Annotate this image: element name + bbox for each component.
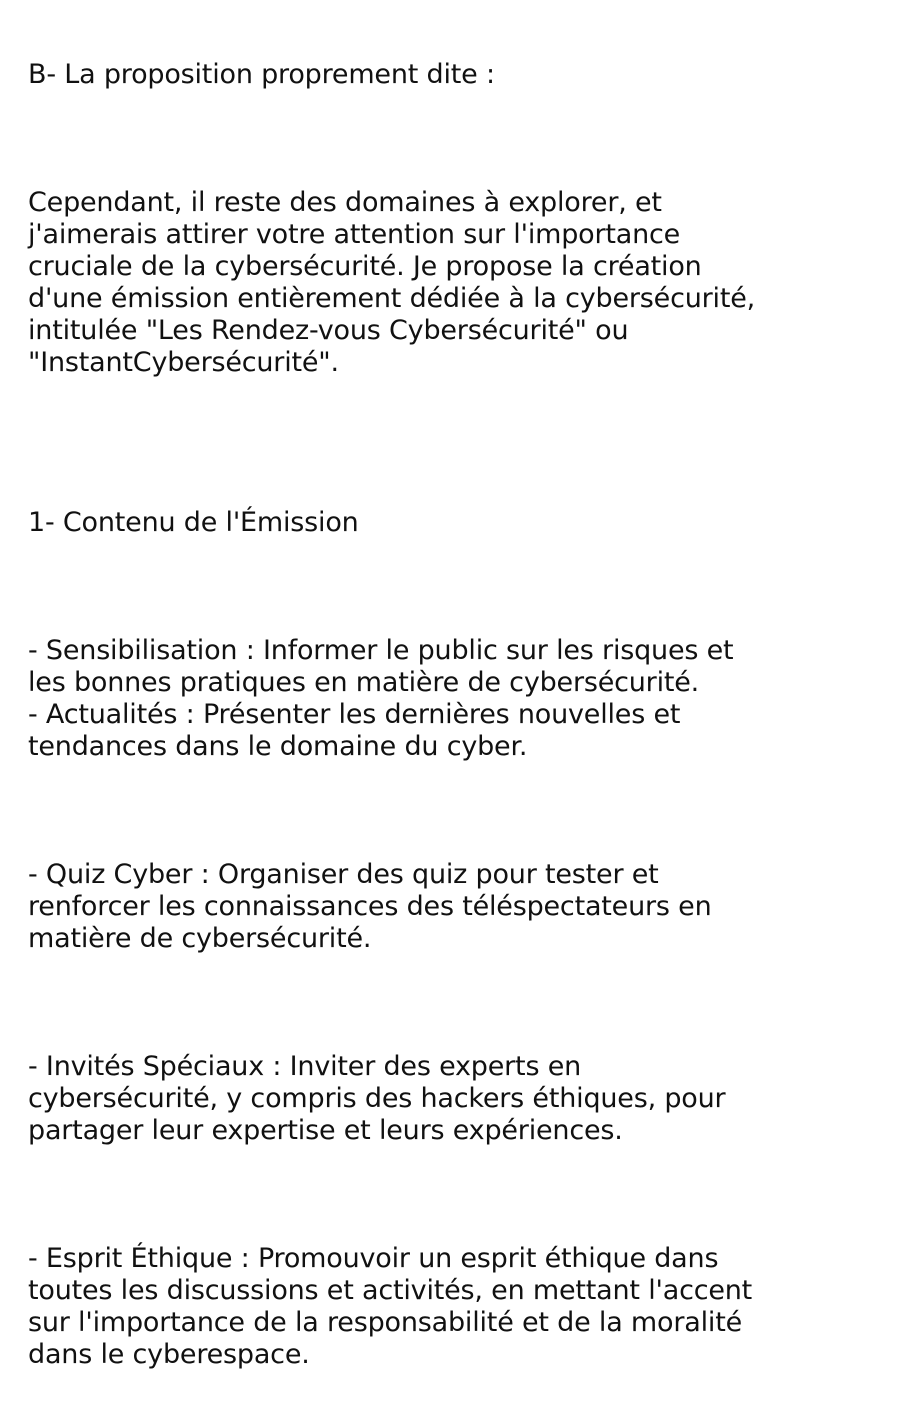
paragraph-spacer <box>28 123 888 155</box>
paragraph-spacer <box>28 1179 888 1211</box>
intro-paragraph: Cependant, il reste des domaines à explorer, et j'aimerais attirer votre attention sur l'importance cruciale de la cybersécurité. Je propose la création d'une émission entièrement dédiée à la cybersécurité, intitulée "Les Rendez-vous Cybersécurité" ou "InstantCybersécurité". <box>28 187 756 378</box>
section-title: B- La proposition proprement dite : <box>28 59 495 90</box>
content-item-invites-speciaux: - Invités Spéciaux : Inviter des experts en cybersécurité, y compris des hackers éthiques, pour partager leur expertise et leurs expériences. <box>28 1051 726 1146</box>
subsection-title: 1- Contenu de l'Émission <box>28 507 359 538</box>
content-item-quiz-cyber: - Quiz Cyber : Organiser des quiz pour tester et renforcer les connaissances des téléspectateurs en matière de cybersécurité. <box>28 859 712 954</box>
paragraph-spacer <box>28 795 888 827</box>
paragraph-spacer <box>28 411 888 475</box>
content-item-sensibilisation-actualites: - Sensibilisation : Informer le public sur les risques et les bonnes pratiques en matière de cybersécurité. - Actualités : Présenter les dernières nouvelles et tendances dans le domaine du cyber. <box>28 635 734 762</box>
paragraph-spacer <box>28 571 888 603</box>
note-body <box>28 27 888 1403</box>
content-item-esprit-ethique: - Esprit Éthique : Promouvoir un esprit éthique dans toutes les discussions et activités, en mettant l'accent sur l'importance de la responsabilité et de la moralité dans le cyberespace. <box>28 1243 753 1370</box>
paragraph-spacer <box>28 987 888 1019</box>
